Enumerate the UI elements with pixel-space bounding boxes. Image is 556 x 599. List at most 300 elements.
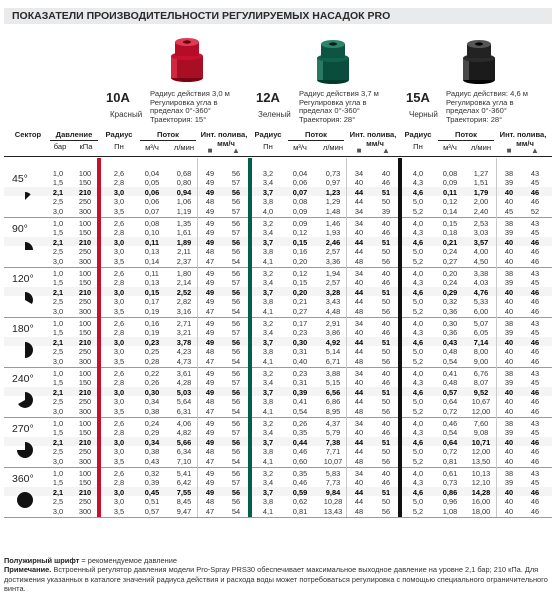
table-cell: 0,57 bbox=[442, 387, 458, 397]
table-cell: 3,2 bbox=[262, 419, 274, 428]
table-cell: 0,19 bbox=[144, 306, 160, 316]
table-cell: 46 bbox=[530, 487, 540, 497]
header-flow-lmin-12a: л/мин bbox=[322, 143, 344, 152]
table-cell: 0,51 bbox=[144, 497, 160, 507]
table-cell: 2,6 bbox=[113, 169, 125, 178]
table-cell: 4,3 bbox=[412, 178, 424, 188]
color-bar-12a bbox=[248, 158, 252, 517]
table-cell: 48 bbox=[354, 406, 364, 416]
header-precip-10a: Инт. полива, bbox=[200, 130, 248, 139]
table-cell: 0,08 bbox=[144, 219, 160, 228]
table-cell: 0,43 bbox=[144, 456, 160, 466]
table-cell: 2,6 bbox=[113, 369, 125, 378]
table-cell: 2,8 bbox=[113, 328, 125, 338]
square-spacing-icon: ■ bbox=[506, 146, 512, 155]
table-cell: 5,0 bbox=[412, 397, 424, 407]
table-cell: 57 bbox=[231, 178, 241, 188]
pressure-kpa-cell: 250 bbox=[78, 247, 92, 257]
table-cell: 2,6 bbox=[113, 469, 125, 478]
table-cell: 0,07 bbox=[292, 187, 308, 197]
pressure-kpa-cell: 100 bbox=[78, 269, 92, 278]
pressure-bar-cell: 1,0 bbox=[52, 469, 64, 478]
model-12a: 12A bbox=[256, 90, 280, 105]
table-cell: 5,2 bbox=[412, 406, 424, 416]
table-cell: 40 bbox=[504, 287, 514, 297]
table-cell: 56 bbox=[231, 447, 241, 457]
table-cell: 43 bbox=[530, 269, 540, 278]
table-cell: 45 bbox=[530, 328, 540, 338]
table-cell: 8,00 bbox=[473, 347, 489, 357]
table-cell: 0,62 bbox=[292, 497, 308, 507]
table-cell: 45 bbox=[530, 278, 540, 288]
table-cell: 3,2 bbox=[262, 219, 274, 228]
table-cell: 49 bbox=[205, 269, 215, 278]
table-cell: 7,71 bbox=[325, 447, 341, 457]
table-cell: 0,28 bbox=[144, 356, 160, 366]
table-cell: 4,3 bbox=[412, 228, 424, 238]
pressure-kpa-cell: 210 bbox=[78, 237, 92, 247]
group-separator bbox=[4, 317, 552, 318]
pressure-kpa-cell: 150 bbox=[78, 178, 92, 188]
table-cell: 0,08 bbox=[442, 169, 458, 178]
table-cell: 0,29 bbox=[144, 428, 160, 438]
table-cell: 9,52 bbox=[473, 387, 489, 397]
pressure-bar-cell: 1,0 bbox=[52, 219, 64, 228]
table-cell: 3,38 bbox=[473, 269, 489, 278]
table-cell: 3,4 bbox=[262, 228, 274, 238]
table-cell: 49 bbox=[205, 169, 215, 178]
pressure-kpa-cell: 300 bbox=[78, 406, 92, 416]
table-cell: 5,0 bbox=[412, 197, 424, 207]
table-cell: 3,7 bbox=[262, 437, 274, 447]
table-cell: 5,2 bbox=[412, 506, 424, 516]
pressure-bar-cell: 2,1 bbox=[52, 187, 64, 197]
table-cell: 0,11 bbox=[145, 237, 159, 247]
table-cell: 50 bbox=[381, 197, 391, 207]
table-cell: 0,04 bbox=[292, 169, 308, 178]
table-cell: 3,4 bbox=[262, 428, 274, 438]
table-cell: 0,06 bbox=[144, 187, 160, 197]
table-cell: 54 bbox=[231, 506, 241, 516]
header-flow-10a: Поток bbox=[157, 130, 179, 139]
table-cell: 0,14 bbox=[144, 256, 160, 266]
table-cell: 0,46 bbox=[292, 478, 308, 488]
header-flow-m3-10a: м³/ч bbox=[145, 143, 159, 152]
table-cell: 3,61 bbox=[176, 369, 192, 378]
table-cell: 40 bbox=[354, 228, 364, 238]
table-cell: 0,29 bbox=[442, 287, 458, 297]
table-cell: 1,27 bbox=[473, 169, 489, 178]
table-cell: 0,35 bbox=[292, 428, 308, 438]
table-cell: 49 bbox=[205, 187, 215, 197]
red-nozzle-image bbox=[164, 34, 210, 84]
table-cell: 2,91 bbox=[325, 319, 341, 328]
table-cell: 40 bbox=[381, 369, 391, 378]
table-cell: 40 bbox=[504, 387, 514, 397]
table-cell: 40 bbox=[381, 319, 391, 328]
header-bar: бар bbox=[53, 142, 67, 151]
table-cell: 44 bbox=[354, 237, 364, 247]
table-cell: 50 bbox=[381, 497, 391, 507]
pressure-kpa-cell: 300 bbox=[78, 306, 92, 316]
table-cell: 6,34 bbox=[176, 447, 192, 457]
pressure-kpa-cell: 210 bbox=[78, 437, 92, 447]
table-cell: 3,4 bbox=[262, 178, 274, 188]
header-bottom-rule bbox=[4, 156, 552, 157]
table-cell: 38 bbox=[504, 369, 514, 378]
sector-label-1: 90° bbox=[12, 223, 28, 235]
table-cell: 40 bbox=[504, 197, 514, 207]
table-cell: 48 bbox=[205, 497, 215, 507]
table-cell: 4,0 bbox=[412, 219, 424, 228]
sector-360-icon bbox=[16, 491, 34, 509]
table-cell: 50 bbox=[381, 247, 391, 257]
table-cell: 1,29 bbox=[325, 197, 341, 207]
table-cell: 50 bbox=[381, 297, 391, 307]
group-separator bbox=[4, 217, 552, 218]
table-cell: 16,00 bbox=[471, 497, 491, 507]
table-cell: 51 bbox=[381, 437, 391, 447]
table-cell: 0,27 bbox=[292, 306, 308, 316]
table-cell: 3,2 bbox=[262, 319, 274, 328]
table-cell: 49 bbox=[205, 387, 215, 397]
header-pressure-rule bbox=[50, 140, 98, 141]
pressure-bar-cell: 1,0 bbox=[52, 269, 64, 278]
square-spacing-icon: ■ bbox=[356, 146, 362, 155]
table-cell: 0,17 bbox=[144, 297, 160, 307]
table-cell: 0,12 bbox=[292, 269, 308, 278]
table-cell: 3,5 bbox=[113, 456, 125, 466]
table-cell: 40 bbox=[504, 447, 514, 457]
table-cell: 49 bbox=[205, 278, 215, 288]
table-cell: 0,10 bbox=[144, 228, 160, 238]
table-cell: 54 bbox=[231, 356, 241, 366]
table-cell: 2,8 bbox=[113, 278, 125, 288]
table-cell: 14,28 bbox=[471, 487, 491, 497]
table-cell: 56 bbox=[231, 437, 241, 447]
table-cell: 0,54 bbox=[442, 428, 458, 438]
table-cell: 57 bbox=[231, 378, 241, 388]
table-cell: 0,12 bbox=[442, 197, 458, 207]
table-cell: 1,61 bbox=[176, 228, 192, 238]
table-cell: 0,25 bbox=[144, 347, 160, 357]
table-cell: 46 bbox=[381, 428, 391, 438]
group-separator bbox=[4, 267, 552, 268]
table-cell: 5,15 bbox=[325, 378, 341, 388]
table-cell: 4,0 bbox=[412, 419, 424, 428]
group-separator bbox=[4, 417, 552, 418]
pressure-bar-cell: 1,0 bbox=[52, 419, 64, 428]
table-cell: 54 bbox=[231, 456, 241, 466]
table-cell: 3,7 bbox=[262, 387, 274, 397]
table-cell: 0,09 bbox=[442, 178, 458, 188]
table-cell: 46 bbox=[381, 478, 391, 488]
table-cell: 3,8 bbox=[262, 297, 274, 307]
table-cell: 40 bbox=[354, 478, 364, 488]
table-cell: 49 bbox=[205, 469, 215, 478]
table-cell: 46 bbox=[530, 497, 540, 507]
table-cell: 0,04 bbox=[144, 169, 160, 178]
table-cell: 12,00 bbox=[471, 447, 491, 457]
table-cell: 43 bbox=[530, 469, 540, 478]
table-cell: 2,8 bbox=[113, 378, 125, 388]
table-cell: 0,31 bbox=[292, 378, 308, 388]
table-cell: 4,76 bbox=[473, 287, 489, 297]
table-cell: 56 bbox=[381, 456, 391, 466]
table-cell: 45 bbox=[530, 178, 540, 188]
table-cell: 0,13 bbox=[144, 278, 160, 288]
table-cell: 0,32 bbox=[144, 469, 160, 478]
table-cell: 5,33 bbox=[473, 297, 489, 307]
table-cell: 3,16 bbox=[176, 306, 192, 316]
table-cell: 40 bbox=[504, 456, 514, 466]
table-cell: 2,8 bbox=[113, 428, 125, 438]
table-cell: 8,07 bbox=[473, 378, 489, 388]
table-cell: 3,0 bbox=[113, 437, 125, 447]
group-separator bbox=[4, 517, 552, 518]
table-cell: 2,82 bbox=[176, 297, 192, 307]
pressure-kpa-cell: 250 bbox=[78, 447, 92, 457]
table-cell: 49 bbox=[205, 328, 215, 338]
table-cell: 1,89 bbox=[176, 237, 192, 247]
table-cell: 57 bbox=[231, 278, 241, 288]
pressure-bar-cell: 2,5 bbox=[52, 197, 64, 207]
table-cell: 46 bbox=[381, 328, 391, 338]
table-cell: 47 bbox=[205, 456, 215, 466]
table-cell: 0,38 bbox=[144, 406, 160, 416]
table-cell: 3,86 bbox=[325, 328, 341, 338]
table-cell: 48 bbox=[354, 306, 364, 316]
table-cell: 44 bbox=[354, 247, 364, 257]
table-cell: 56 bbox=[231, 287, 241, 297]
pressure-kpa-cell: 250 bbox=[78, 297, 92, 307]
table-cell: 38 bbox=[504, 219, 514, 228]
table-cell: 44 bbox=[354, 387, 364, 397]
table-cell: 2,8 bbox=[113, 228, 125, 238]
table-cell: 4,6 bbox=[412, 337, 424, 347]
table-cell: 40 bbox=[354, 178, 364, 188]
table-cell: 4,28 bbox=[176, 378, 192, 388]
table-cell: 3,36 bbox=[325, 256, 341, 266]
table-cell: 2,6 bbox=[113, 219, 125, 228]
table-cell: 1,79 bbox=[473, 187, 489, 197]
precip-divider-15a bbox=[496, 158, 497, 517]
pressure-bar-cell: 2,5 bbox=[52, 447, 64, 457]
color-name-red: Красный bbox=[110, 110, 143, 119]
table-cell: 3,7 bbox=[262, 337, 274, 347]
table-cell: 49 bbox=[205, 478, 215, 488]
table-cell: 0,73 bbox=[325, 169, 341, 178]
table-cell: 40 bbox=[381, 469, 391, 478]
header-radius-15a: Радиус bbox=[404, 130, 432, 139]
table-cell: 40 bbox=[381, 169, 391, 178]
pressure-bar-cell: 2,5 bbox=[52, 347, 64, 357]
table-cell: 46 bbox=[381, 228, 391, 238]
table-cell: 0,80 bbox=[176, 178, 192, 188]
table-cell: 56 bbox=[381, 356, 391, 366]
model-15a: 15A bbox=[406, 90, 430, 105]
table-cell: 46 bbox=[530, 247, 540, 257]
table-cell: 46 bbox=[530, 456, 540, 466]
table-cell: 0,20 bbox=[292, 256, 308, 266]
table-cell: 6,76 bbox=[473, 369, 489, 378]
table-cell: 44 bbox=[354, 347, 364, 357]
table-cell: 56 bbox=[231, 369, 241, 378]
model-10a: 10A bbox=[106, 90, 130, 105]
table-cell: 3,0 bbox=[113, 387, 125, 397]
table-cell: 49 bbox=[205, 378, 215, 388]
table-cell: 3,57 bbox=[473, 237, 489, 247]
table-cell: 0,26 bbox=[144, 378, 160, 388]
table-cell: 3,5 bbox=[113, 406, 125, 416]
triangle-spacing-icon: ▲ bbox=[382, 146, 390, 155]
table-cell: 5,0 bbox=[412, 497, 424, 507]
table-cell: 5,66 bbox=[176, 437, 192, 447]
pressure-bar-cell: 3,0 bbox=[52, 256, 64, 266]
table-cell: 5,0 bbox=[412, 297, 424, 307]
header-radius-12a: Радиус bbox=[254, 130, 282, 139]
triangle-spacing-icon: ▲ bbox=[531, 146, 539, 155]
table-cell: 0,46 bbox=[442, 419, 458, 428]
table-cell: 3,5 bbox=[113, 356, 125, 366]
color-bar-10a bbox=[97, 158, 101, 517]
header-flow-rule-15a bbox=[438, 140, 494, 141]
table-cell: 5,79 bbox=[325, 428, 341, 438]
table-cell: 48 bbox=[205, 247, 215, 257]
note: Примечание. Встроенный регулятор давления модели Pro-Spray PRS30 обеспечивает максимальное выходное давление на уровне 2,1 бар; 210 кПа. Для достижения указанных в каталоге значений радиуса действия и расхода воды может потребоваться регулировка с помощью специального ограничительного винта. bbox=[4, 565, 548, 594]
table-cell: 0,06 bbox=[144, 197, 160, 207]
header-flow-m3-12a: м³/ч bbox=[293, 143, 307, 152]
table-cell: 10,07 bbox=[323, 456, 343, 466]
table-cell: 0,34 bbox=[144, 437, 160, 447]
table-cell: 9,84 bbox=[325, 487, 341, 497]
table-cell: 40 bbox=[504, 256, 514, 266]
table-cell: 44 bbox=[354, 487, 364, 497]
table-cell: 4,0 bbox=[412, 469, 424, 478]
table-cell: 56 bbox=[231, 319, 241, 328]
table-cell: 3,0 bbox=[113, 447, 125, 457]
table-cell: 47 bbox=[205, 406, 215, 416]
table-cell: 46 bbox=[381, 178, 391, 188]
table-cell: 0,44 bbox=[292, 437, 308, 447]
precip-divider-12a bbox=[346, 158, 347, 517]
table-cell: 46 bbox=[530, 406, 540, 416]
table-cell: 3,0 bbox=[113, 237, 125, 247]
table-cell: 4,0 bbox=[262, 206, 274, 216]
table-cell: 40 bbox=[354, 278, 364, 288]
pressure-kpa-cell: 150 bbox=[78, 478, 92, 488]
table-cell: 5,2 bbox=[412, 306, 424, 316]
table-cell: 56 bbox=[231, 419, 241, 428]
table-cell: 3,0 bbox=[113, 497, 125, 507]
table-cell: 3,2 bbox=[262, 369, 274, 378]
table-cell: 40 bbox=[354, 428, 364, 438]
table-cell: 3,8 bbox=[262, 447, 274, 457]
table-cell: 4,6 bbox=[412, 487, 424, 497]
table-cell: 4,1 bbox=[262, 356, 274, 366]
table-cell: 44 bbox=[354, 197, 364, 207]
table-cell: 3,0 bbox=[113, 297, 125, 307]
header-precip-unit-15a: мм/ч bbox=[516, 139, 534, 148]
table-cell: 49 bbox=[205, 428, 215, 438]
table-cell: 4,3 bbox=[412, 428, 424, 438]
table-cell: 3,5 bbox=[113, 506, 125, 516]
table-cell: 0,26 bbox=[292, 419, 308, 428]
table-cell: 3,0 bbox=[113, 337, 125, 347]
table-cell: 46 bbox=[530, 197, 540, 207]
table-cell: 2,14 bbox=[176, 278, 192, 288]
table-cell: 1,48 bbox=[325, 206, 341, 216]
table-cell: 56 bbox=[231, 469, 241, 478]
table-cell: 4,1 bbox=[262, 406, 274, 416]
table-cell: 57 bbox=[231, 206, 241, 216]
table-cell: 6,71 bbox=[325, 356, 341, 366]
table-cell: 47 bbox=[205, 356, 215, 366]
header-pressure: Давление bbox=[55, 130, 93, 139]
table-cell: 0,41 bbox=[292, 397, 308, 407]
table-cell: 44 bbox=[354, 287, 364, 297]
table-cell: 50 bbox=[381, 447, 391, 457]
table-cell: 46 bbox=[381, 378, 391, 388]
pressure-bar-cell: 1,5 bbox=[52, 478, 64, 488]
pressure-bar-cell: 2,1 bbox=[52, 387, 64, 397]
table-cell: 3,0 bbox=[113, 247, 125, 257]
table-cell: 0,16 bbox=[144, 319, 160, 328]
table-cell: 56 bbox=[231, 487, 241, 497]
table-cell: 5,0 bbox=[412, 347, 424, 357]
table-cell: 0,36 bbox=[442, 306, 458, 316]
table-cell: 1,93 bbox=[325, 228, 341, 238]
triangle-spacing-icon: ▲ bbox=[232, 146, 240, 155]
table-cell: 0,24 bbox=[144, 419, 160, 428]
table-cell: 0,09 bbox=[292, 206, 308, 216]
table-cell: 0,27 bbox=[442, 256, 458, 266]
table-cell: 1,94 bbox=[325, 269, 341, 278]
table-cell: 0,30 bbox=[292, 337, 308, 347]
table-cell: 2,6 bbox=[113, 319, 125, 328]
table-cell: 38 bbox=[504, 419, 514, 428]
table-cell: 40 bbox=[504, 506, 514, 516]
table-cell: 0,94 bbox=[176, 187, 192, 197]
header-flow-m3-15a: м³/ч bbox=[443, 143, 457, 152]
table-cell: 48 bbox=[205, 447, 215, 457]
table-cell: 48 bbox=[354, 456, 364, 466]
table-cell: 3,5 bbox=[113, 306, 125, 316]
table-cell: 4,3 bbox=[412, 478, 424, 488]
pressure-bar-cell: 3,0 bbox=[52, 206, 64, 216]
table-cell: 54 bbox=[231, 256, 241, 266]
table-cell: 6,05 bbox=[473, 328, 489, 338]
table-cell: 2,37 bbox=[176, 256, 192, 266]
pressure-bar-cell: 1,0 bbox=[52, 369, 64, 378]
pressure-kpa-cell: 210 bbox=[78, 187, 92, 197]
table-cell: 0,15 bbox=[292, 237, 308, 247]
table-cell: 43 bbox=[530, 419, 540, 428]
pressure-kpa-cell: 150 bbox=[78, 228, 92, 238]
table-cell: 10,71 bbox=[471, 437, 491, 447]
table-cell: 50 bbox=[381, 397, 391, 407]
nozzle-10a-desc: Радиус действия 3,0 м Регулировка угла в пределах 0°-360° Траектория: 15° bbox=[150, 89, 230, 124]
table-cell: 4,0 bbox=[412, 269, 424, 278]
table-cell: 4,1 bbox=[262, 256, 274, 266]
pressure-bar-cell: 3,0 bbox=[52, 506, 64, 516]
table-cell: 39 bbox=[504, 478, 514, 488]
table-cell: 3,5 bbox=[113, 256, 125, 266]
table-cell: 3,78 bbox=[176, 337, 192, 347]
table-cell: 5,2 bbox=[412, 206, 424, 216]
table-cell: 38 bbox=[504, 469, 514, 478]
pressure-kpa-cell: 150 bbox=[78, 278, 92, 288]
